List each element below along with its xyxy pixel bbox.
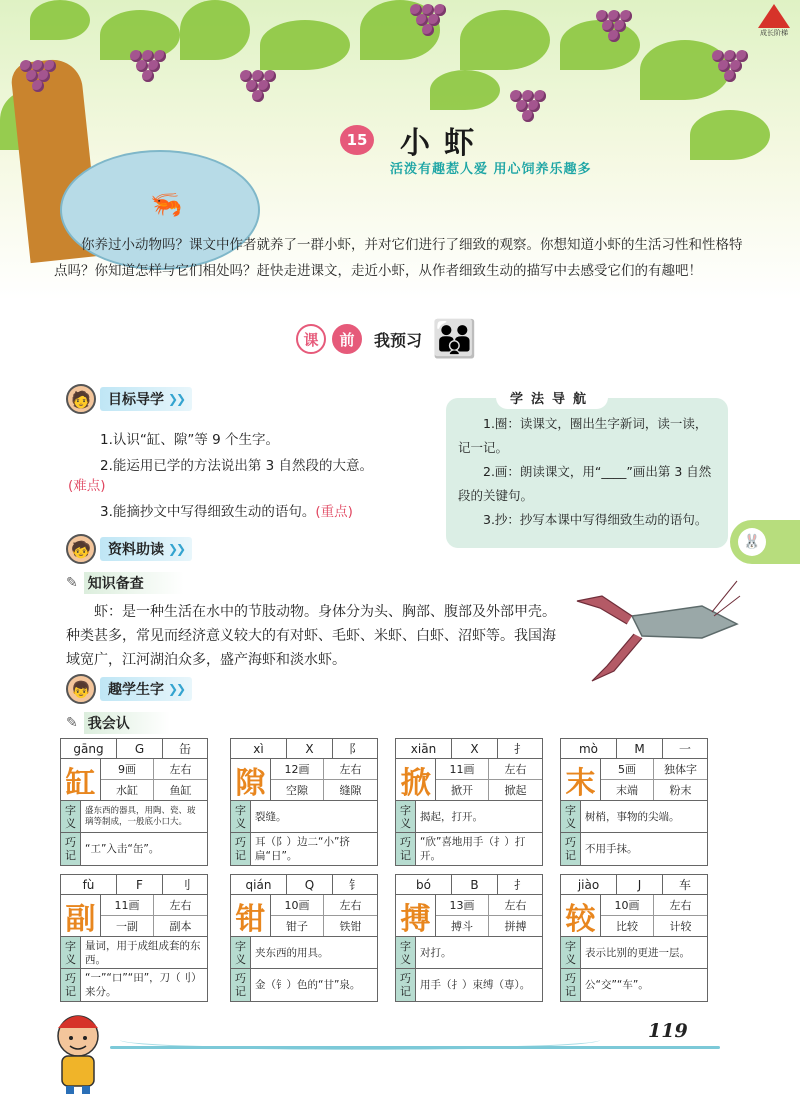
char-word-1: 空隙 — [271, 780, 324, 801]
char-word-1: 掀开 — [436, 780, 489, 801]
goal-text: 2.能运用已学的方法说出第 3 自然段的大意。 — [100, 458, 374, 474]
meaning-label: 字义 — [561, 801, 581, 832]
char-tip: “欣”喜地用手（扌）打开。 — [420, 836, 526, 862]
char-capital-letter: M — [617, 739, 663, 758]
goal-item-2 — [100, 454, 373, 474]
char-tip: 不用手抹。 — [585, 843, 638, 855]
meaning-label: 字义 — [231, 937, 251, 968]
char-card — [230, 874, 378, 1002]
char-word-1: 一副 — [101, 916, 154, 937]
char-glyph: 搏 — [396, 895, 436, 936]
leaf-decoration — [260, 20, 350, 70]
study-tips-title: 学法导航 — [496, 386, 608, 409]
char-strokes: 9画 — [101, 759, 154, 780]
bunny-icon: 🐰 — [738, 528, 766, 556]
mascot-icon — [50, 1010, 106, 1096]
tip-label: 巧记 — [561, 833, 581, 865]
char-glyph: 隙 — [231, 759, 271, 800]
preclass-label: 我预习 — [374, 330, 423, 350]
meaning-label: 字义 — [396, 801, 416, 832]
char-radical: 钅 — [348, 878, 361, 892]
char-strokes: 11画 — [101, 895, 154, 916]
knowledge-subheading — [66, 572, 184, 594]
footer-line — [110, 1046, 720, 1049]
char-pinyin: mò — [561, 739, 617, 758]
preclass-banner — [296, 318, 477, 360]
reading-title: 资料助读 — [100, 537, 192, 561]
logo-text: 成长阶梯 — [760, 29, 788, 37]
student-avatar-icon: 👦 — [66, 674, 96, 704]
char-meaning: 量词，用于成组成套的东西。 — [85, 939, 201, 966]
char-tip: 耳（阝）边二“小”挤扁“日”。 — [255, 836, 350, 862]
char-capital-letter: G — [117, 739, 163, 758]
char-word-1: 比较 — [601, 916, 654, 937]
char-pinyin: fù — [61, 875, 117, 894]
tip-label: 巧记 — [61, 969, 81, 1001]
knowledge-title: 知识备查 — [84, 572, 184, 594]
leaf-decoration — [460, 10, 550, 70]
char-tip: 用手（扌）束缚（専）。 — [420, 979, 531, 991]
student-avatar-icon: 🧑 — [66, 384, 96, 414]
char-pinyin: bó — [396, 875, 452, 894]
char-strokes: 10画 — [601, 895, 654, 916]
char-glyph: 缸 — [61, 759, 101, 800]
student-avatar-icon: 🧒 — [66, 534, 96, 564]
chars-title: 趣学生字 — [100, 677, 192, 701]
lesson-title: 小虾 — [400, 126, 488, 161]
char-card — [395, 738, 543, 866]
crayfish-image — [572, 576, 742, 686]
goal-text: 3.能摘抄文中写得细致生动的语句。 — [100, 504, 316, 520]
char-meaning: 对打。 — [420, 946, 452, 959]
char-pinyin: gāng — [61, 739, 117, 758]
char-card — [395, 874, 543, 1002]
char-structure: 左右 — [154, 759, 207, 780]
char-word-2: 副本 — [169, 919, 192, 933]
leaf-decoration — [430, 70, 500, 110]
char-capital-letter: F — [117, 875, 163, 894]
char-strokes: 12画 — [271, 759, 324, 780]
char-card — [560, 874, 708, 1002]
char-card — [230, 738, 378, 866]
preclass-char-2: 前 — [332, 324, 362, 354]
char-radical: 缶 — [178, 742, 191, 756]
char-glyph: 钳 — [231, 895, 271, 936]
lesson-header — [340, 118, 488, 162]
char-word-2: 缝隙 — [339, 783, 362, 797]
meaning-label: 字义 — [61, 937, 81, 968]
char-glyph: 较 — [561, 895, 601, 936]
char-capital-letter: Q — [287, 875, 333, 894]
char-meaning: 树梢，事物的尖端。 — [585, 810, 680, 823]
pencil-icon: ✎ — [66, 715, 78, 731]
char-capital-letter: X — [452, 739, 498, 758]
meaning-label: 字义 — [561, 937, 581, 968]
recognize-title: 我会认 — [84, 712, 170, 734]
char-structure: 左右 — [489, 759, 542, 780]
chevrons-icon: ❯❯ — [168, 392, 185, 406]
char-capital-letter: X — [287, 739, 333, 758]
tip-label: 巧记 — [231, 833, 251, 865]
char-structure: 左右 — [654, 895, 707, 916]
char-pinyin: qián — [231, 875, 287, 894]
reading-heading — [66, 534, 184, 564]
char-word-2: 计较 — [669, 919, 692, 933]
pencil-icon: ✎ — [66, 575, 78, 591]
study-tips-box — [446, 398, 728, 548]
goal-text: 1.认识“缸、隙”等 9 个生字。 — [100, 432, 280, 448]
char-meaning: 裂缝。 — [255, 810, 287, 823]
char-radical: 一 — [678, 742, 691, 756]
tip-label: 巧记 — [396, 833, 416, 865]
char-pinyin: xì — [231, 739, 287, 758]
char-card — [560, 738, 708, 866]
goal-item-1 — [100, 428, 279, 448]
leaf-decoration — [180, 0, 250, 60]
char-word-2: 铁钳 — [339, 919, 362, 933]
leaf-decoration — [560, 20, 640, 70]
intro-paragraph: 你养过小动物吗？课文中作者就养了一群小虾，并对它们进行了细致的观察。你想知道小虾的生活习性和性格特点吗？你知道怎样与它们相处吗？赶快走进课文，走近小虾，从作者细致生动的描写中去感受它们的有趣吧！ — [54, 237, 743, 279]
tip-label: 巧记 — [561, 969, 581, 1001]
chars-heading — [66, 674, 184, 704]
leaf-decoration — [690, 110, 770, 160]
char-radical: 刂 — [178, 878, 191, 892]
char-structure: 独体字 — [654, 759, 707, 780]
char-card — [60, 874, 208, 1002]
char-tip: 公“交”“车”。 — [585, 979, 649, 991]
char-word-2: 拼搏 — [504, 919, 527, 933]
char-strokes: 5画 — [601, 759, 654, 780]
char-tip: 金（钅）色的“甘”泉。 — [255, 979, 361, 991]
char-structure: 左右 — [324, 759, 377, 780]
lesson-subtitle: 活泼有趣惹人爱 用心饲养乐趣多 — [390, 162, 592, 177]
char-strokes: 10画 — [271, 895, 324, 916]
tip-label: 巧记 — [61, 833, 81, 865]
knowledge-paragraph: 虾：是一种生活在水中的节肢动物。身体分为头、胸部、腹部及外部甲壳。种类甚多，常见而经济意义较大的有对虾、毛虾、米虾、白虾、沼虾等。我国海域宽广，江河湖泊众多，盛产海虾和淡水虾。 — [66, 604, 556, 668]
recognize-subheading — [66, 712, 170, 734]
char-word-2: 粉末 — [669, 783, 692, 797]
char-radical: 阝 — [348, 742, 361, 756]
tip-label: 巧记 — [231, 969, 251, 1001]
char-capital-letter: J — [617, 875, 663, 894]
char-meaning: 揭起，打开。 — [420, 810, 483, 823]
char-meaning: 盛东西的器具，用陶、瓷、玻璃等制成，一般底小口大。 — [85, 805, 196, 827]
side-tab — [730, 520, 800, 564]
char-glyph: 掀 — [396, 759, 436, 800]
char-word-2: 掀起 — [504, 783, 527, 797]
char-radical: 车 — [678, 878, 691, 892]
char-word-2: 鱼缸 — [169, 783, 192, 797]
char-tip: “一”“口”“田”，刀（刂）来分。 — [85, 972, 202, 998]
char-glyph: 副 — [61, 895, 101, 936]
chevrons-icon: ❯❯ — [168, 542, 185, 556]
meaning-label: 字义 — [231, 801, 251, 832]
char-pinyin: xiān — [396, 739, 452, 758]
page-number: 119 — [648, 1020, 688, 1042]
reading-kids-icon: 👪 — [432, 319, 477, 360]
char-strokes: 11画 — [436, 759, 489, 780]
char-word-1: 钳子 — [271, 916, 324, 937]
tag-difficult: (难点) — [68, 478, 106, 494]
preclass-char-1: 课 — [296, 324, 326, 354]
tip-item-2: 2.画：朗读课文，用“____”画出第 3 自然段的关键句。 — [458, 464, 712, 503]
char-strokes: 13画 — [436, 895, 489, 916]
char-capital-letter: B — [452, 875, 498, 894]
goal-item-3 — [100, 500, 353, 520]
char-card — [60, 738, 208, 866]
leaf-decoration — [640, 40, 730, 100]
tip-item-1: 1.圈：读课文，圈出生字新词，读一读，记一记。 — [458, 416, 708, 455]
meaning-label: 字义 — [396, 937, 416, 968]
char-word-1: 末端 — [601, 780, 654, 801]
char-structure: 左右 — [324, 895, 377, 916]
char-word-1: 搏斗 — [436, 916, 489, 937]
char-radical: 扌 — [513, 742, 526, 756]
char-glyph: 末 — [561, 759, 601, 800]
shrimp-icon: 🦐 — [150, 190, 183, 220]
char-meaning: 表示比别的更进一层。 — [585, 946, 690, 959]
tag-key: (重点) — [315, 504, 353, 520]
char-tip: “工”入击“缶”。 — [85, 843, 160, 855]
char-structure: 左右 — [154, 895, 207, 916]
logo-triangle-icon — [758, 4, 790, 28]
char-structure: 左右 — [489, 895, 542, 916]
goals-title: 目标导学 — [100, 387, 192, 411]
meaning-label: 字义 — [61, 801, 81, 832]
char-meaning: 夹东西的用具。 — [255, 946, 329, 959]
lesson-number-badge: 15 — [340, 125, 374, 155]
char-pinyin: jiào — [561, 875, 617, 894]
char-radical: 扌 — [513, 878, 526, 892]
chevrons-icon: ❯❯ — [168, 682, 185, 696]
tip-item-3: 3.抄：抄写本课中写得细致生动的语句。 — [483, 512, 708, 527]
char-word-1: 水缸 — [101, 780, 154, 801]
goals-heading — [66, 384, 184, 414]
leaf-decoration — [30, 0, 90, 40]
tip-label: 巧记 — [396, 969, 416, 1001]
publisher-logo — [752, 4, 796, 40]
